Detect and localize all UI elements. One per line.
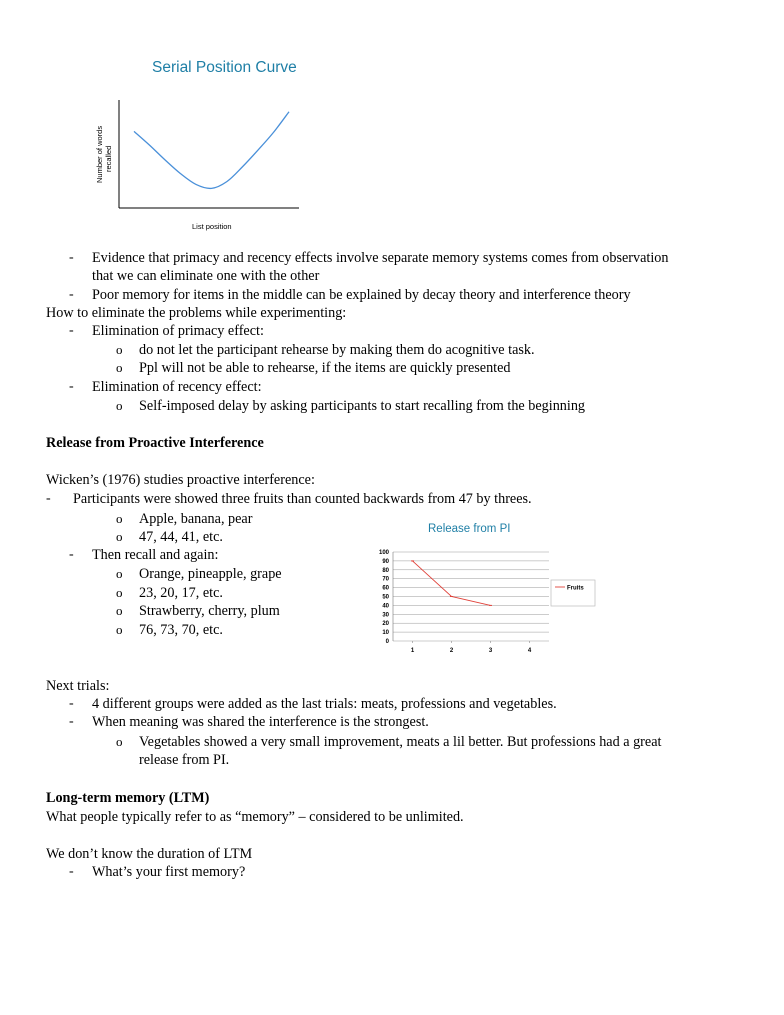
serial-ylabel-line1: Number of words <box>95 125 104 183</box>
serial-xlabel: List position <box>192 222 232 231</box>
circle-marker: o <box>116 585 123 600</box>
dash-marker: - <box>69 250 74 265</box>
paragraph: We don’t know the duration of LTM <box>46 846 253 862</box>
sub-bullet-text-cont: release from PI. <box>139 752 230 768</box>
circle-marker: o <box>116 511 123 526</box>
circle-marker: o <box>116 360 123 375</box>
sub-bullet-text: 47, 44, 41, etc. <box>139 529 223 545</box>
sub-bullet-text: Ppl will not be able to rehearse, if the items are quickly presented <box>139 360 511 376</box>
circle-marker: o <box>116 529 123 544</box>
pi-y-tick-label: 0 <box>385 639 389 645</box>
dash-marker: - <box>69 379 74 394</box>
circle-marker: o <box>116 603 123 618</box>
bullet-text: Elimination of recency effect: <box>92 379 262 395</box>
sub-bullet-text: Strawberry, cherry, plum <box>139 603 280 619</box>
sub-bullet-text: Self-imposed delay by asking participants to start recalling from the beginning <box>139 398 586 414</box>
bullet-text: Evidence that primacy and recency effects involve separate memory systems comes from observation <box>92 250 669 266</box>
pi-y-tick-label: 80 <box>382 567 389 574</box>
bullet-text: Elimination of primacy effect: <box>92 323 264 339</box>
paragraph: How to eliminate the problems while experimenting: <box>46 305 347 321</box>
pi-y-tick-label: 10 <box>382 630 389 637</box>
dash-marker: - <box>46 491 51 506</box>
dash-marker: - <box>69 696 74 711</box>
pi-gridlines <box>393 552 549 641</box>
dash-marker: - <box>69 323 74 338</box>
pi-x-tick-label: 2 <box>449 648 454 654</box>
pi-x-tick-label: 1 <box>410 648 415 654</box>
sub-bullet-text: Orange, pineapple, grape <box>139 566 282 582</box>
bullet-text: Then recall and again: <box>92 547 219 563</box>
pi-y-tick-label: 20 <box>382 621 389 628</box>
pi-x-tick-labels <box>411 641 532 654</box>
pi-legend-label: Fruits <box>567 585 584 592</box>
paragraph: Next trials: <box>46 678 110 694</box>
serial-chart-title: Serial Position Curve <box>152 59 297 76</box>
sub-bullet-text: do not let the participant rehearse by making them do acognitive task. <box>139 342 535 358</box>
serial-position-chart <box>90 95 310 240</box>
pi-y-tick-label: 40 <box>382 603 389 610</box>
pi-y-tick-labels <box>379 550 390 645</box>
bullet-text-cont: that we can eliminate one with the other <box>92 268 320 284</box>
pi-y-tick-label: 100 <box>378 550 389 556</box>
circle-marker: o <box>116 342 123 357</box>
bullet-text: 4 different groups were added as the last trials: meats, professions and vegetables. <box>92 696 557 712</box>
serial-ylabel-line2: recalled <box>104 145 113 172</box>
dash-marker: - <box>69 287 74 302</box>
paragraph: What people typically refer to as “memory” – considered to be unlimited. <box>46 809 464 825</box>
pi-y-tick-label: 90 <box>382 558 389 565</box>
circle-marker: o <box>116 398 123 413</box>
paragraph: Wicken’s (1976) studies proactive interference: <box>46 472 315 488</box>
sub-bullet-text: 76, 73, 70, etc. <box>139 622 223 638</box>
pi-series-line-fruits <box>413 561 491 606</box>
pi-legend-box <box>551 580 595 606</box>
section-heading: Long-term memory (LTM) <box>46 790 210 806</box>
pi-series-points <box>411 561 492 606</box>
dash-marker: - <box>69 864 74 879</box>
sub-bullet-text: Apple, banana, pear <box>139 511 253 527</box>
pi-y-tick-label: 70 <box>382 576 389 583</box>
circle-marker: o <box>116 734 123 749</box>
pi-chart-title: Release from PI <box>428 523 511 535</box>
dash-marker: - <box>69 547 74 562</box>
pi-y-tick-label: 50 <box>382 594 389 601</box>
sub-bullet-text: 23, 20, 17, etc. <box>139 585 223 601</box>
pi-y-tick-label: 60 <box>382 585 389 592</box>
circle-marker: o <box>116 622 123 637</box>
release-from-pi-chart <box>365 540 605 660</box>
sub-bullet-text: Vegetables showed a very small improvement, meats a lil better. But professions had a great <box>139 734 662 750</box>
pi-y-tick-label: 30 <box>382 612 389 619</box>
bullet-text: Participants were showed three fruits than counted backwards from 47 by threes. <box>73 491 532 507</box>
pi-x-tick-label: 4 <box>527 648 532 654</box>
section-heading: Release from Proactive Interference <box>46 435 264 451</box>
circle-marker: o <box>116 566 123 581</box>
bullet-text: Poor memory for items in the middle can be explained by decay theory and interference theory <box>92 287 631 303</box>
serial-curve-line <box>134 112 289 189</box>
bullet-text: What’s your first memory? <box>92 864 246 880</box>
dash-marker: - <box>69 714 74 729</box>
bullet-text: When meaning was shared the interference is the strongest. <box>92 714 429 730</box>
pi-x-tick-label: 3 <box>488 648 493 654</box>
